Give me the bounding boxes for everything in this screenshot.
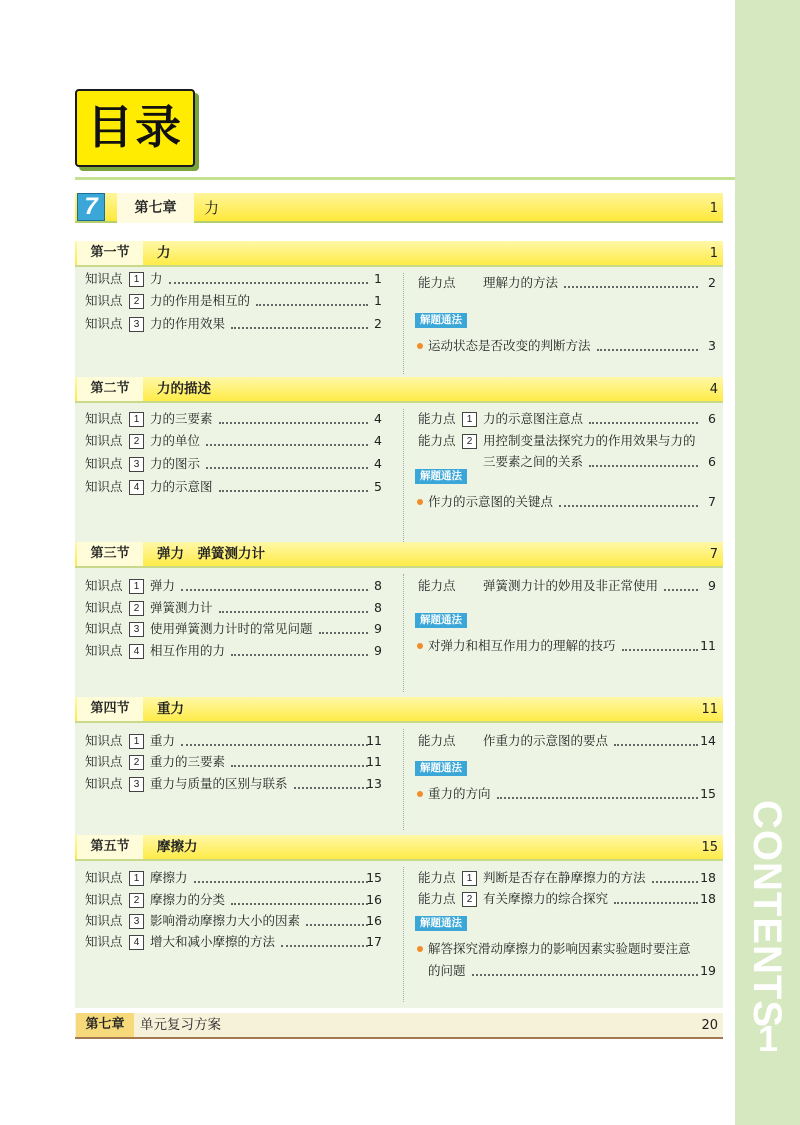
contents-text: CONTENTS bbox=[745, 800, 789, 1028]
entry-title: 力的单位 bbox=[150, 433, 201, 448]
entry-title: 力的示意图注意点 bbox=[483, 411, 584, 426]
entry-title: 力的作用是相互的 bbox=[150, 293, 251, 308]
method-badge: 解题通法 bbox=[415, 469, 467, 484]
section-title: 力 bbox=[157, 245, 171, 261]
chapter-label: 第七章 bbox=[117, 193, 194, 223]
section-page: 4 bbox=[709, 382, 718, 397]
knowledge-point-item[interactable] bbox=[0, 752, 800, 772]
section-title: 摩擦力 bbox=[157, 839, 198, 855]
ability-point-label: 能力点 bbox=[418, 275, 456, 290]
knowledge-point-label: 知识点 bbox=[85, 913, 123, 928]
dot-leader bbox=[664, 589, 698, 591]
section-label: 第三节 bbox=[77, 542, 143, 566]
entry-title: 力的作用效果 bbox=[150, 316, 226, 331]
entry-title: 影响滑动摩擦力大小的因素 bbox=[150, 913, 301, 928]
title-divider bbox=[75, 177, 735, 180]
entry-page: 14 bbox=[700, 733, 716, 748]
point-number-box: 2 bbox=[129, 755, 144, 770]
method-page: 3 bbox=[708, 338, 716, 353]
entry-page: 2 bbox=[374, 316, 382, 331]
method-title: 运动状态是否改变的判断方法 bbox=[428, 338, 591, 353]
dot-leader bbox=[564, 286, 698, 288]
bullet-dot-icon bbox=[417, 499, 423, 505]
dot-leader bbox=[652, 881, 698, 883]
knowledge-point-label: 知识点 bbox=[85, 934, 123, 949]
entry-page: 4 bbox=[374, 411, 382, 426]
entry-page: 16 bbox=[366, 892, 382, 907]
entry-page: 6 bbox=[708, 454, 716, 469]
chapter-title: 力 bbox=[204, 199, 220, 217]
section-title: 重力 bbox=[157, 701, 184, 717]
knowledge-point-label: 知识点 bbox=[85, 600, 123, 615]
method-item[interactable] bbox=[0, 336, 800, 356]
point-number-box: 2 bbox=[462, 892, 477, 907]
point-number-box: 1 bbox=[129, 871, 144, 886]
point-number-box: 3 bbox=[129, 317, 144, 332]
entry-page: 5 bbox=[374, 479, 382, 494]
entry-title: 理解力的方法 bbox=[483, 275, 559, 290]
entry-page: 16 bbox=[366, 913, 382, 928]
entry-page: 11 bbox=[366, 733, 382, 748]
entry-title: 作重力的示意图的要点 bbox=[483, 733, 609, 748]
entry-title: 有关摩擦力的综合探究 bbox=[483, 891, 609, 906]
ability-point-label: 能力点 bbox=[418, 870, 456, 885]
entry-title: 摩擦力 bbox=[150, 870, 188, 885]
point-number-box: 3 bbox=[129, 777, 144, 792]
knowledge-point-item[interactable] bbox=[0, 598, 800, 618]
section-title: 力的描述 bbox=[157, 381, 211, 397]
ability-point-label: 能力点 bbox=[418, 411, 456, 426]
dot-leader bbox=[306, 924, 368, 926]
entry-title: 重力 bbox=[150, 733, 176, 748]
section-label: 第四节 bbox=[77, 697, 143, 721]
method-badge: 解题通法 bbox=[415, 613, 467, 628]
dot-leader bbox=[559, 505, 698, 507]
method-page: 19 bbox=[700, 963, 716, 978]
method-page: 7 bbox=[708, 494, 716, 509]
entry-page: 18 bbox=[700, 891, 716, 906]
unit-review-label: 第七章 bbox=[76, 1013, 134, 1037]
knowledge-point-label: 知识点 bbox=[85, 456, 123, 471]
method-item[interactable] bbox=[0, 939, 800, 978]
entry-page: 4 bbox=[374, 433, 382, 448]
page-title: 目录 bbox=[87, 100, 183, 154]
entry-page: 13 bbox=[366, 776, 382, 791]
section-label: 第一节 bbox=[77, 241, 143, 265]
point-number-box: 4 bbox=[129, 480, 144, 495]
point-number-box: 1 bbox=[129, 412, 144, 427]
method-badge: 解题通法 bbox=[415, 313, 467, 328]
knowledge-point-item[interactable] bbox=[0, 314, 800, 334]
knowledge-point-label: 知识点 bbox=[85, 870, 123, 885]
method-badge: 解题通法 bbox=[415, 761, 467, 776]
point-number-box: 1 bbox=[129, 579, 144, 594]
knowledge-point-label: 知识点 bbox=[85, 271, 123, 286]
knowledge-point-label: 知识点 bbox=[85, 776, 123, 791]
knowledge-point-label: 知识点 bbox=[85, 754, 123, 769]
dot-leader bbox=[614, 744, 698, 746]
method-badge: 解题通法 bbox=[415, 916, 467, 931]
entry-page: 1 bbox=[374, 271, 382, 286]
entry-page: 9 bbox=[374, 643, 382, 658]
knowledge-point-label: 知识点 bbox=[85, 411, 123, 426]
entry-page: 9 bbox=[374, 621, 382, 636]
point-number-box: 2 bbox=[129, 434, 144, 449]
ability-point-item[interactable] bbox=[0, 576, 800, 596]
section-page: 11 bbox=[701, 702, 718, 717]
method-item[interactable] bbox=[0, 492, 800, 512]
method-page: 11 bbox=[700, 638, 716, 653]
knowledge-point-label: 知识点 bbox=[85, 643, 123, 658]
knowledge-point-label: 知识点 bbox=[85, 316, 123, 331]
point-number-box: 1 bbox=[462, 412, 477, 427]
method-title: 对弹力和相互作用力的理解的技巧 bbox=[428, 638, 616, 653]
section-page: 1 bbox=[709, 246, 718, 261]
entry-title: 弹簧测力计 bbox=[150, 600, 213, 615]
point-number-box: 2 bbox=[129, 893, 144, 908]
bullet-dot-icon bbox=[417, 791, 423, 797]
method-title: 解答探究滑动摩擦力的影响因素实验题时要注意 bbox=[428, 941, 691, 956]
ability-point-label: 能力点 bbox=[418, 733, 456, 748]
entry-title: 使用弹簧测力计时的常见问题 bbox=[150, 621, 313, 636]
entry-page: 11 bbox=[366, 754, 382, 769]
section-label: 第二节 bbox=[77, 377, 143, 401]
point-number-box: 1 bbox=[462, 871, 477, 886]
dot-leader bbox=[256, 304, 368, 306]
knowledge-point-label: 知识点 bbox=[85, 293, 123, 308]
entry-page: 8 bbox=[374, 578, 382, 593]
entry-title: 力的图示 bbox=[150, 456, 201, 471]
dot-leader bbox=[497, 797, 698, 799]
entry-page: 4 bbox=[374, 456, 382, 471]
entry-title: 摩擦力的分类 bbox=[150, 892, 226, 907]
entry-page: 6 bbox=[708, 411, 716, 426]
knowledge-point-label: 知识点 bbox=[85, 733, 123, 748]
dot-leader bbox=[597, 349, 698, 351]
knowledge-point-item[interactable] bbox=[0, 454, 800, 474]
bullet-dot-icon bbox=[417, 343, 423, 349]
entry-title: 相互作用的力 bbox=[150, 643, 226, 658]
section-header[interactable] bbox=[75, 241, 723, 267]
dot-leader bbox=[231, 765, 368, 767]
entry-page: 8 bbox=[374, 600, 382, 615]
knowledge-point-item[interactable] bbox=[0, 291, 800, 311]
unit-review-page: 20 bbox=[701, 1018, 718, 1033]
point-number-box: 1 bbox=[129, 272, 144, 287]
entry-title: 力的三要素 bbox=[150, 411, 213, 426]
point-number-box: 1 bbox=[129, 734, 144, 749]
entry-page: 2 bbox=[708, 275, 716, 290]
entry-title-continuation: 三要素之间的关系 bbox=[483, 454, 584, 469]
ability-point-item[interactable] bbox=[0, 273, 800, 293]
entry-page: 15 bbox=[366, 870, 382, 885]
chapter-number-icon: 7 bbox=[77, 193, 105, 221]
bullet-dot-icon bbox=[417, 643, 423, 649]
point-number-box: 2 bbox=[129, 294, 144, 309]
entry-page: 18 bbox=[700, 870, 716, 885]
entry-title: 弹簧测力计的妙用及非正常使用 bbox=[483, 578, 659, 593]
section-title: 弹力 弹簧测力计 bbox=[157, 546, 265, 562]
entry-title: 重力与质量的区别与联系 bbox=[150, 776, 288, 791]
ability-point-item[interactable] bbox=[0, 731, 800, 751]
knowledge-point-label: 知识点 bbox=[85, 578, 123, 593]
entry-page: 1 bbox=[374, 293, 382, 308]
point-number-box: 3 bbox=[129, 914, 144, 929]
page-number: 1 bbox=[757, 1018, 779, 1059]
knowledge-point-label: 知识点 bbox=[85, 433, 123, 448]
section-page: 15 bbox=[701, 840, 718, 855]
toc-title-box bbox=[75, 89, 195, 167]
method-item[interactable] bbox=[0, 784, 800, 804]
entry-title: 增大和减小摩擦的方法 bbox=[150, 934, 276, 949]
dot-leader bbox=[319, 632, 368, 634]
method-item[interactable] bbox=[0, 636, 800, 656]
method-page: 15 bbox=[700, 786, 716, 801]
point-number-box: 4 bbox=[129, 935, 144, 950]
ability-point-label: 能力点 bbox=[418, 433, 456, 448]
entry-title: 力的示意图 bbox=[150, 479, 213, 494]
point-number-box: 2 bbox=[462, 434, 477, 449]
knowledge-point-label: 知识点 bbox=[85, 479, 123, 494]
dot-leader bbox=[589, 422, 698, 424]
entry-title: 用控制变量法探究力的作用效果与力的 bbox=[483, 433, 696, 448]
ability-point-item[interactable] bbox=[0, 868, 800, 888]
section-page: 7 bbox=[709, 547, 718, 562]
bullet-dot-icon bbox=[417, 946, 423, 952]
entry-title: 力 bbox=[150, 271, 163, 286]
method-title: 作力的示意图的关键点 bbox=[428, 494, 554, 509]
method-title-continuation: 的问题 bbox=[428, 963, 466, 978]
dot-leader bbox=[472, 974, 698, 976]
entry-title: 重力的三要素 bbox=[150, 754, 226, 769]
dot-leader bbox=[589, 465, 698, 467]
point-number-box: 4 bbox=[129, 644, 144, 659]
dot-leader bbox=[622, 649, 698, 651]
dot-leader bbox=[614, 902, 698, 904]
ability-point-item[interactable] bbox=[0, 409, 800, 429]
entry-title: 弹力 bbox=[150, 578, 176, 593]
entry-title: 判断是否存在静摩擦力的方法 bbox=[483, 870, 646, 885]
knowledge-point-label: 知识点 bbox=[85, 892, 123, 907]
knowledge-point-item[interactable] bbox=[0, 911, 800, 931]
entry-page: 17 bbox=[366, 934, 382, 949]
ability-point-item[interactable] bbox=[0, 889, 800, 909]
unit-review-title: 单元复习方案 bbox=[140, 1017, 221, 1033]
ability-point-label: 能力点 bbox=[418, 891, 456, 906]
ability-point-label: 能力点 bbox=[418, 578, 456, 593]
method-title: 重力的方向 bbox=[428, 786, 491, 801]
dot-leader bbox=[219, 611, 368, 613]
chapter-page: 1 bbox=[709, 201, 718, 216]
dot-leader bbox=[206, 467, 368, 469]
point-number-box: 3 bbox=[129, 622, 144, 637]
point-number-box: 2 bbox=[129, 601, 144, 616]
entry-page: 9 bbox=[708, 578, 716, 593]
section-label: 第五节 bbox=[77, 835, 143, 859]
dot-leader bbox=[231, 327, 368, 329]
point-number-box: 3 bbox=[129, 457, 144, 472]
knowledge-point-label: 知识点 bbox=[85, 621, 123, 636]
